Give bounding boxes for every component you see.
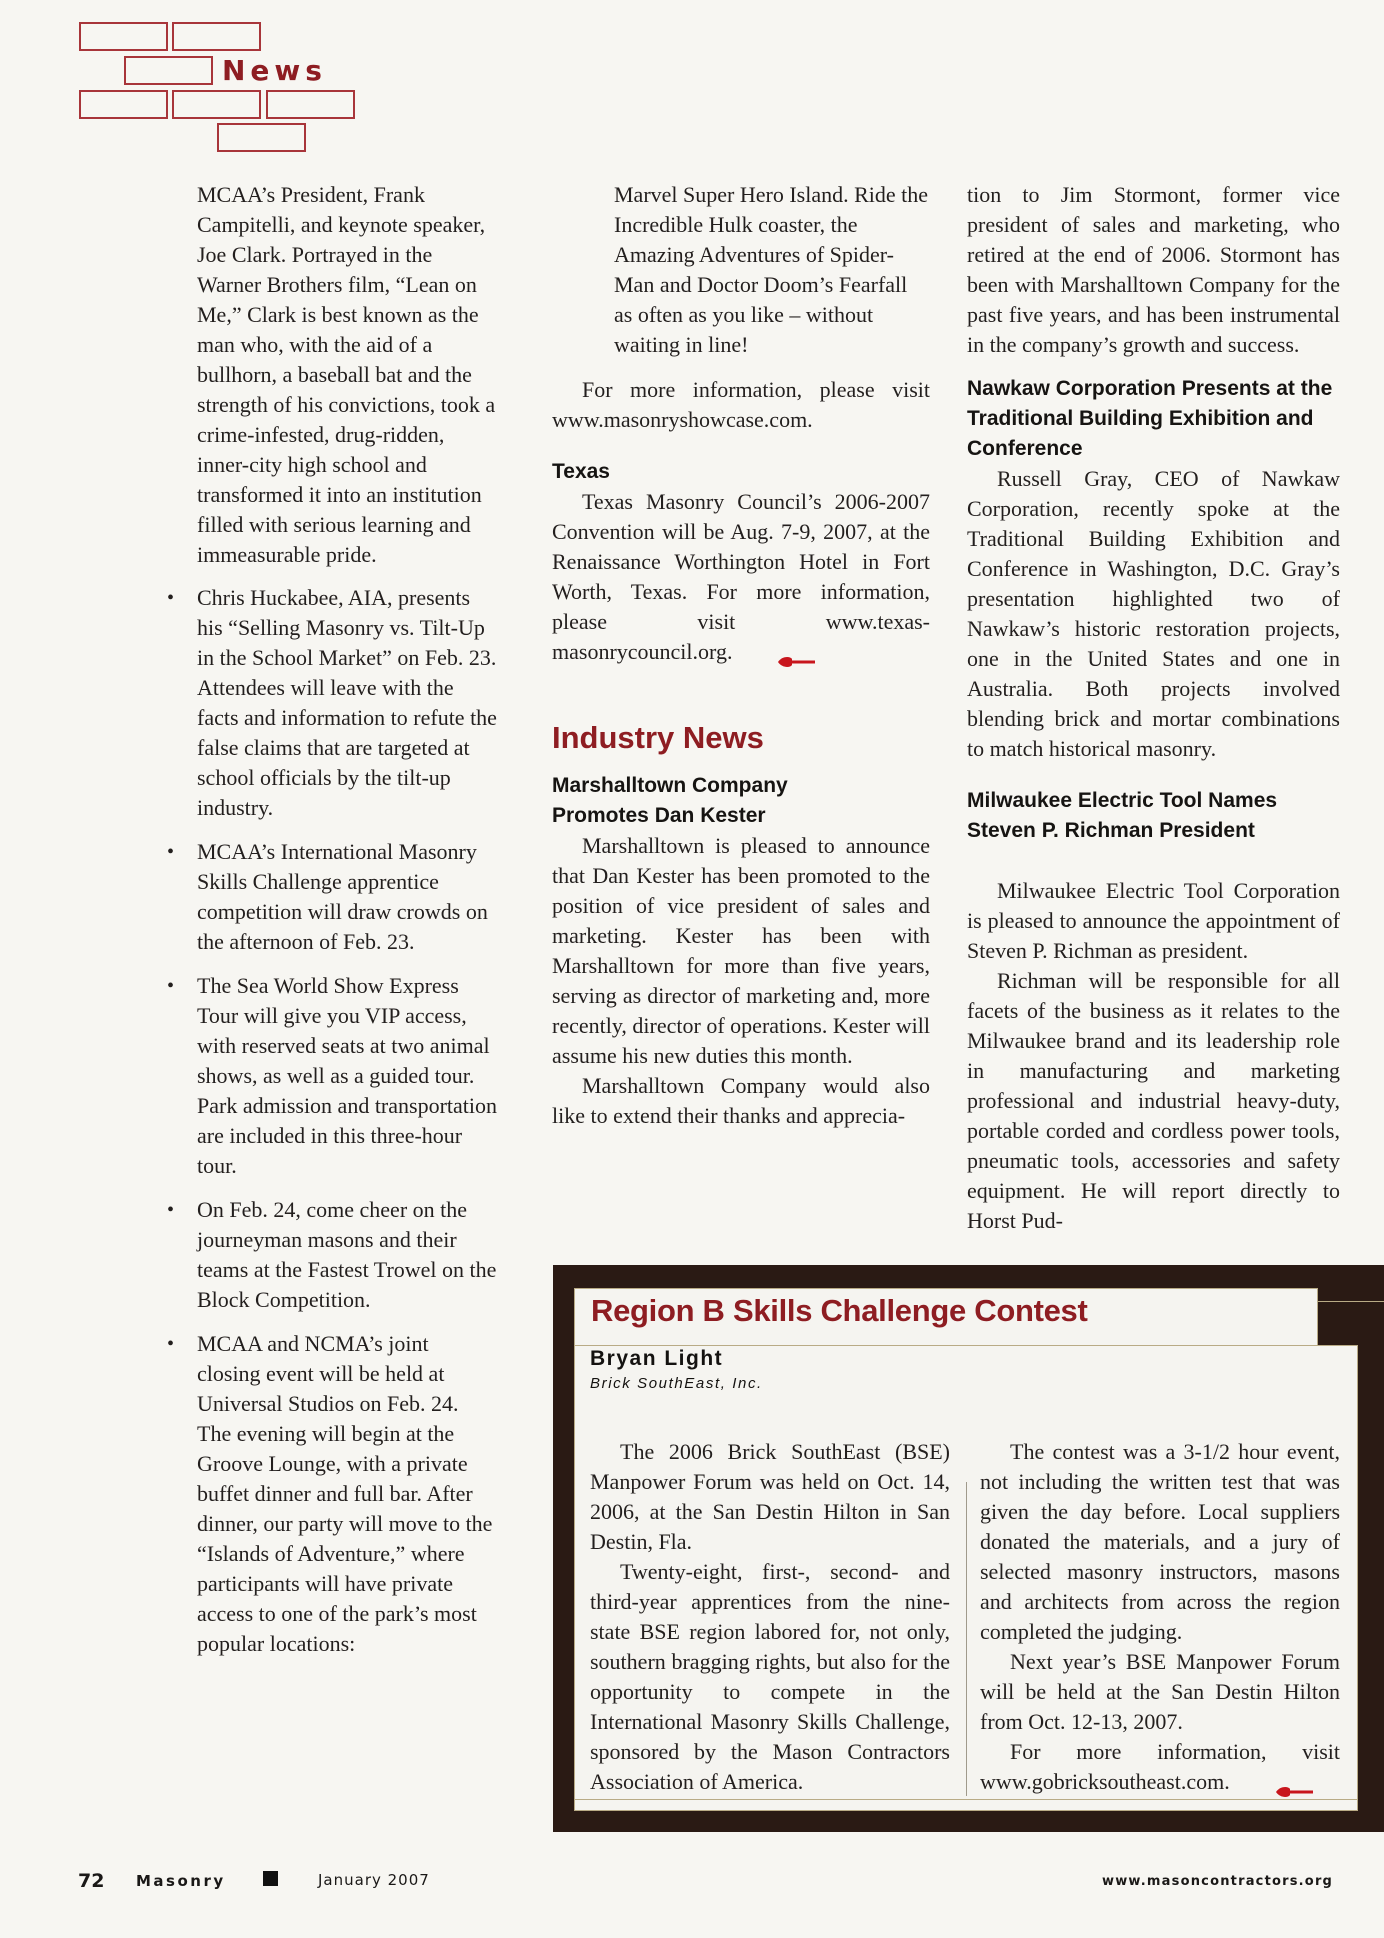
box-column-right [980,1437,1340,1797]
industry-news-title: Industry News [552,720,764,755]
more-info-paragraph: For more information, please visit www.masonryshowcase.com. [552,377,930,432]
column-divider [966,1482,967,1796]
section-label: News [222,54,327,87]
bullet-icon: • [167,587,175,609]
issue-date: January 2007 [318,1871,430,1889]
box-title: Region B Skills Challenge Contest [591,1293,1088,1328]
marshalltown-heading: Marshalltown Company Promotes Dan Kester [552,774,788,827]
trowel-icon [1244,1777,1288,1791]
texas-paragraph [552,487,930,667]
box-more-info: For more information, visit www.gobricksoutheast.com. [980,1739,1340,1794]
brick-outline [217,123,306,152]
nawkaw-paragraph: Russell Gray, CEO of Nawkaw Corporation, recently spoke at the Traditional Building Exhibition and Conference in Washington, D.C. Gray’s presentation highlighted two of Nawkaw’s historic restoration projects, one in the United States and one in Australia. Both projects involved blending brick and mortar combinations to match historical masonry. [967,466,1340,761]
box-paragraph: Next year’s BSE Manpower Forum will be held at the San Destin Hilton from Oct. 12-13, 2007. [980,1649,1340,1734]
box-paragraph [980,1737,1340,1797]
texas-heading: Texas [552,460,610,483]
bullet-text: The Sea World Show Express Tour will give you VIP access, with reserved seats at two animal shows, as well as a guided tour. Park admission and transportation are included in this three-hour tour. [197,973,498,1178]
box-column-left [590,1437,950,1797]
column-2 [552,180,930,1131]
page-number: 72 [78,1870,105,1892]
bullet-icon: • [167,975,175,997]
bullet-text: MCAA’s International Masonry Skills Challenge apprentice competition will draw crowds on the afternoon of Feb. 23. [197,839,488,954]
list-item [167,583,497,823]
nawkaw-heading: Nawkaw Corporation Presents at the Traditional Building Exhibition and Conference [967,377,1333,460]
brick-outline [79,90,168,119]
brick-outline [124,56,213,85]
trowel-icon [746,647,790,661]
list-item [167,1329,497,1659]
box-paragraph: The contest was a 3-1/2 hour event, not including the written test that was given the day before. Local suppliers donated the materials, and a jury of selected masonry instructors, masons and architects from across the region completed the judging. [980,1439,1340,1644]
marshalltown-paragraph: Marshalltown is pleased to announce that Dan Kester has been promoted to the position of vice president of sales and marketing. Kester has been with Marshalltown for more than five years, serving as director of marketing and, more recently, director of operations. Kester will assume his new duties this month. [552,833,930,1068]
marshalltown-continuation: tion to Jim Stormont, former vice president of sales and marketing, who retired at the end of 2006. Stormont has been with Marshalltown Company for the past five years, and has been instrumental in the company’s growth and success. [967,182,1340,357]
list-item [167,971,498,1181]
bullet-icon: • [167,1199,175,1221]
brick-outline [266,90,355,119]
list-item [167,837,497,957]
texas-body: Texas Masonry Council’s 2006-2007 Convention will be Aug. 7-9, 2007, at the Renaissance Worthington Hotel in Fort Worth, Texas. For more information, please visit www.texas-masonrycouncil.org. [552,489,930,664]
bullet-text: MCAA and NCMA’s joint closing event will be held at Universal Studios on Feb. 24. The evening will begin at the Groove Lounge, with a private buffet dinner and full bar. After dinner, our party will move to the “Islands of Adventure,” where participants will have private access to one of the park’s most popular locations: [197,1331,493,1656]
magazine-name: Masonry [136,1872,226,1890]
milwaukee-paragraph: Milwaukee Electric Tool Corporation is pleased to announce the appointment of Steven P. Richman as president. [967,878,1340,963]
author-affiliation: Brick SouthEast, Inc. [590,1375,763,1392]
bullet-text: On Feb. 24, come cheer on the journeyman masons and their teams at the Fastest Trowel on the Block Competition. [197,1197,497,1312]
column-3 [967,180,1340,1236]
box-paragraph: Twenty-eight, first-, second- and third-year apprentices from the nine-state BSE region labored for, not only, southern bragging rights, but also for the opportunity to compete in the International Masonry Skills Challenge, sponsored by the Mason Contractors Association of America. [590,1559,950,1794]
box-bottom-rule [574,1799,1358,1800]
intro-paragraph: MCAA’s President, Frank Campitelli, and keynote speaker, Joe Clark. Portrayed in the Warner Brothers film, “Lean on Me,” Clark is best known as the man who, with the aid of a bullhorn, a baseball bat and the strength of his convictions, took a crime-infested, drug-ridden, inner-city high school and transformed it into an institution filled with serious learning and immeasurable pride. [197,182,496,567]
brick-outline [172,90,261,119]
milwaukee-heading: Milwaukee Electric Tool Names Steven P. Richman President [967,789,1278,842]
square-separator-icon [263,1871,278,1886]
bullet-text: Chris Huckabee, AIA, presents his “Selling Masonry vs. Tilt-Up in the School Market” on Feb. 23. Attendees will leave with the facts and information to refute the false claims that are targeted at school officials by the tilt-up industry. [197,585,497,820]
box-frame-rule [1318,1301,1384,1302]
bullet-icon: • [167,1333,175,1355]
marshalltown-paragraph: Marshalltown Company would also like to extend their thanks and apprecia- [552,1073,930,1128]
bullet-continuation: Marvel Super Hero Island. Ride the Incredible Hulk coaster, the Amazing Adventures of Spider-Man and Doctor Doom’s Fearfall as often as you like – without waiting in line! [614,182,929,357]
website-link[interactable]: www.masoncontractors.org [1102,1874,1334,1889]
box-paragraph: The 2006 Brick SouthEast (BSE) Manpower Forum was held on Oct. 14, 2006, at the San Destin Hilton in San Destin, Fla. [590,1439,950,1554]
milwaukee-paragraph: Richman will be responsible for all facets of the business as it relates to the Milwaukee brand and its leadership role in manufacturing and marketing professional and industrial heavy-duty, portable corded and cordless power tools, pneumatic tools, accessories and safety equipment. He will report directly to Horst Pud- [967,968,1340,1233]
author-name: Bryan Light [590,1347,724,1370]
event-bullet-list [167,583,498,1659]
bullet-icon: • [167,841,175,863]
column-1 [167,180,498,1673]
brick-outline [79,22,168,51]
brick-outline [172,22,261,51]
list-item [167,1195,497,1315]
